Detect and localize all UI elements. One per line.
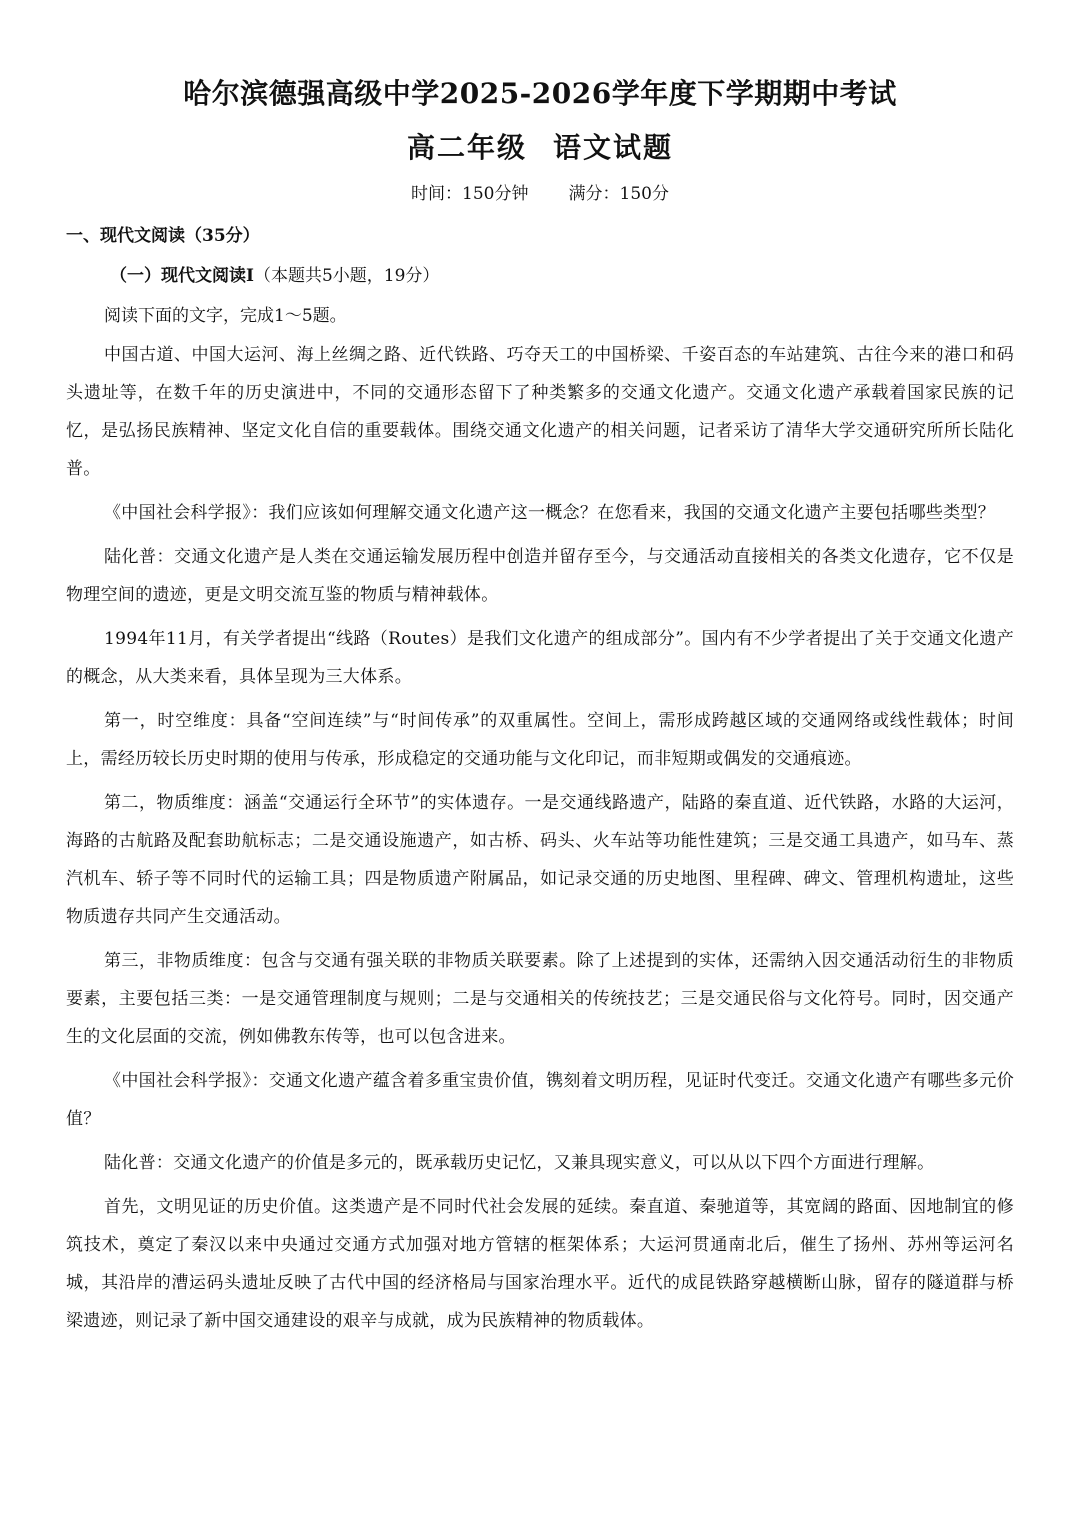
article-paragraph: 1994年11月，有关学者提出“线路（Routes）是我们文化遗产的组成部分”。国内有不少学者提出了关于交通文化遗产的概念，从大类来看，具体呈现为三大体系。	[66, 629, 1014, 687]
article-paragraph: 第三，非物质维度：包含与交通有强关联的非物质关联要素。除了上述提到的实体，还需纳入因交通活动衍生的非物质要素，主要包括三类：一是交通管理制度与规则；二是与交通相关的传统技艺；三是交通民俗与文化符号。同时，因交通产生的文化层面的交流，例如佛教东传等，也可以包含进来。	[66, 951, 1014, 1047]
article-paragraph: 首先，文明见证的历史价值。这类遗产是不同时代社会发展的延续。秦直道、秦驰道等，其宽阔的路面、因地制宜的修筑技术，奠定了秦汉以来中央通过交通方式加强对地方管辖的框架体系；大运河贯通南北后，催生了扬州、苏州等运河名城，其沿岸的漕运码头遗址反映了古代中国的经济格局与国家治理水平。近代的成昆铁路穿越横断山脉，留存的隧道群与桥梁遗迹，则记录了新中国交通建设的艰辛与成就，成为民族精神的物质载体。	[66, 1197, 1014, 1331]
section-title: 一、现代文阅读（35分）	[66, 226, 260, 246]
article-paragraph: 第二，物质维度：涵盖“交通运行全环节”的实体遗存。一是交通线路遗产，陆路的秦直道、近代铁路，水路的大运河，海路的古航路及配套助航标志；二是交通设施遗产，如古桥、码头、火车站等功能性建筑；三是交通工具遗产，如马车、蒸汽机车、轿子等不同时代的运输工具；四是物质遗产附属品，如记录交通的历史地图、里程碑、碑文、管理机构遗址，这些物质遗存共同产生交通活动。	[66, 793, 1014, 927]
subsection-name: （一）现代文阅读Ⅰ	[110, 266, 254, 286]
subsection-note: （本题共5小题，19分）	[253, 266, 440, 286]
article-paragraph: 《中国社会科学报》：我们应该如何理解交通文化遗产这一概念？在您看来，我国的交通文化遗产主要包括哪些类型？	[104, 503, 996, 523]
subsection-title	[66, 262, 1014, 290]
article-body	[66, 336, 1014, 1340]
score-label: 满分：150分	[568, 184, 669, 204]
exam-meta	[66, 180, 1014, 208]
exam-title: 哈尔滨德强高级中学2025-2026学年度下学期期中考试	[183, 77, 897, 110]
time-label: 时间：150分钟	[411, 184, 529, 204]
article-paragraph: 中国古道、中国大运河、海上丝绸之路、近代铁路、巧夺天工的中国桥梁、千姿百态的车站建筑、古往今来的港口和码头遗址等，在数千年的历史演进中，不同的交通形态留下了种类繁多的交通文化遗产。交通文化遗产承载着国家民族的记忆，是弘扬民族精神、坚定文化自信的重要载体。围绕交通文化遗产的相关问题，记者采访了清华大学交通研究所所长陆化普。	[66, 345, 1014, 479]
article-paragraph: 《中国社会科学报》：交通文化遗产蕴含着多重宝贵价值，镌刻着文明历程，见证时代变迁。交通文化遗产有哪些多元价值？	[66, 1071, 1014, 1129]
article-paragraph: 陆化普：交通文化遗产是人类在交通运输发展历程中创造并留存至今，与交通活动直接相关的各类文化遗存，它不仅是物理空间的遗迹，更是文明交流互鉴的物质与精神载体。	[66, 547, 1014, 605]
exam-subtitle	[66, 128, 1014, 168]
grade-label: 高二年级	[406, 131, 527, 164]
article-paragraph: 陆化普：交通文化遗产的价值是多元的，既承载历史记忆，又兼具现实意义，可以从以下四个方面进行理解。	[104, 1153, 935, 1173]
subject-label: 语文试题	[553, 131, 674, 164]
reading-instruction: 阅读下面的文字，完成1～5题。	[104, 306, 347, 326]
article-paragraph: 第一，时空维度：具备“空间连续”与“时间传承”的双重属性。空间上，需形成跨越区域的交通网络或线性载体；时间上，需经历较长历史时期的使用与传承，形成稳定的交通功能与文化印记，而非短期或偶发的交通痕迹。	[66, 711, 1014, 769]
